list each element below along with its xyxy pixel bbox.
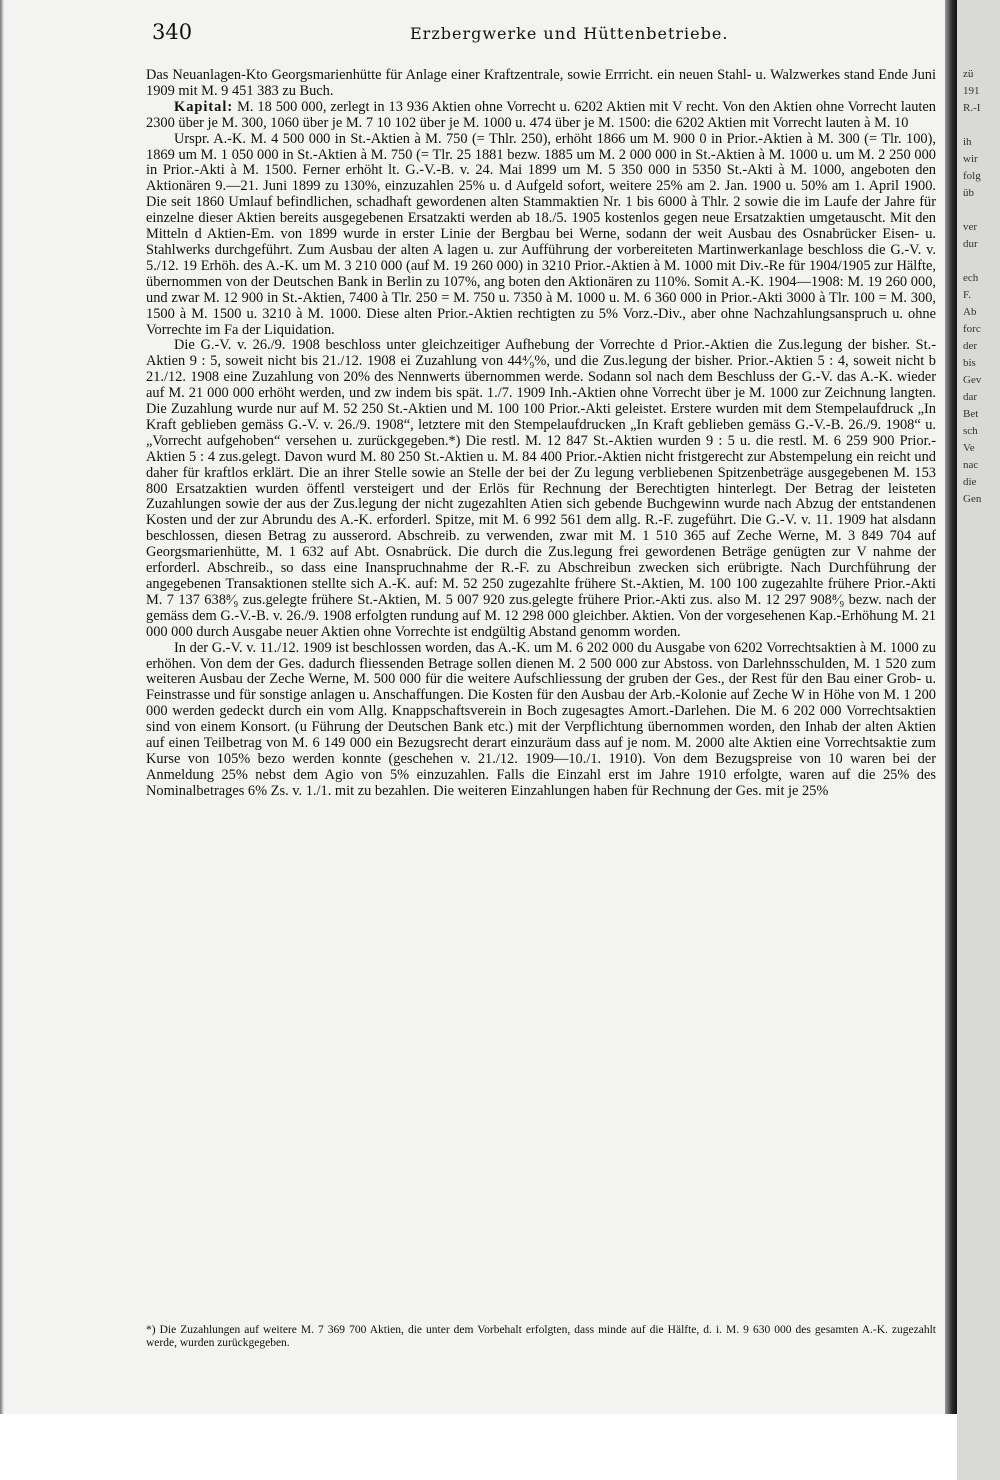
footnote: *) Die Zuzahlungen auf weitere M. 7 369 700 Aktien, die unter dem Vorbehalt erfolgten, dass minde auf die Hälfte, d. i. M. 9 630 000 des gesamten A.-K. zugezahlt werde, wurden zurückgegeben. (146, 1324, 936, 1349)
adjacent-page-fragment: ech (963, 272, 979, 284)
adjacent-page-fragment (957, 576, 1000, 593)
adjacent-page-fragment (957, 610, 1000, 627)
paragraph-kapital (146, 100, 936, 132)
adjacent-page-fragment: Gen (963, 493, 982, 505)
page-header (150, 20, 930, 50)
adjacent-page-fragment: wir (963, 153, 978, 165)
adjacent-page-fragment: zü (963, 68, 974, 80)
adjacent-page-fragment: Gev (963, 374, 982, 386)
adjacent-page-fragment: forc (963, 323, 981, 335)
adjacent-page-fragment: dar (963, 391, 978, 403)
paragraph-text: Urspr. A.-K. M. 4 500 000 in St.-Aktien à M. 750 (= Thlr. 250), erhöht 1866 um M. 900 0 in Prior.-Aktien à M. 300 (= Tlr. 100), 1869 um M. 1 050 000 in St.-Aktien à M. 750 (= Tlr. 25 1881 bezw. 1885 um M. 2 000 000 in St.-Aktien à M. 1000 u. um M. 2 250 000 in Prior.-Akti à M. 1500. Ferner erhöht lt. G.-V.-B. v. 24. Mai 1899 um M. 5 350 000 in 5350 St.-Akti à M. 1000, angeboten den Aktionären 9.—21. Juni 1899 zu 130%, einzuzahlen 25% u. d Aufgeld sofort, weitere 25% am 2. Jan. 1900 u. 50% am 1. April 1900. Die seit 1860 Umlauf befindlichen, schadhaft gewordenen alten Stammaktien Nr. 1 bis 6000 à Thlr. 2 sowie die im Laufe der Jahre für einzelne dieser Aktien bereits ausgegebenen Ersatzakti werden ab 18./5. 1905 kostenlos gegen neue Ersatzaktien umgetauscht. Mit den Mitteln d Aktien-Em. von 1899 wurde in erster Linie der Bergbau bei Werne, sodann der weit Ausbau des Osnabrücker Eisen- u. Stahlwerks durchgeführt. Zum Ausbau der alten A lagen u. zur Aufführung der vorbereiteten Martinwerkanlage beschloss die G.-V. v. 5./12. 19 Erhöh. des A.-K. um M. 3 210 000 (auf M. 19 260 000) in 3210 Prior.-Aktien à M. 1000 mit Div.-Re für 1904/1905 zur Hälfte, übernommen von der Deutschen Bank in Berlin zu 107%, ang boten den Aktionären zu 110%. Somit A.-K. 1904—1908: M. 19 260 000, und zwar M. 12 900 in St.-Aktien, 7400 à Tlr. 250 = M. 750 u. 7350 à M. 1000 u. M. 6 360 000 in Prior.-Akti 3000 à Tlr. 100 = M. 300, 1500 à M. 1500 u. 3210 à M. 1000. Diese alten Prior.-Aktien rechtigten zu 5% Vorz.-Div., aber ohne Nachzahlungsanspruch u. ohne Vorrechte im Fa der Liquidation. (146, 130, 936, 338)
adjacent-page-fragment: üb (963, 187, 974, 199)
adjacent-page-fragment (957, 508, 1000, 525)
adjacent-page-fragment: dur (963, 238, 978, 250)
adjacent-page-fragment: der (963, 340, 978, 352)
adjacent-page-fragment: sch (963, 425, 978, 437)
adjacent-page-fragment: Ve (963, 442, 975, 454)
adjacent-page-fragment: die (963, 476, 977, 488)
adjacent-page-fragment (957, 593, 1000, 610)
adjacent-page-fragment: ih (963, 136, 972, 148)
adjacent-page-fragment: nac (963, 459, 979, 471)
paragraph-capital-history (146, 132, 936, 339)
adjacent-page-fragment (957, 253, 1000, 270)
adjacent-page-fragment (957, 525, 1000, 542)
adjacent-page-fragment (957, 117, 1000, 134)
adjacent-page-fragment: ver (963, 221, 978, 233)
adjacent-page-fragment (957, 202, 1000, 219)
paragraph-text: In der G.-V. v. 11./12. 1909 ist beschlossen worden, das A.-K. um M. 6 202 000 du Ausgabe von 6202 Vorrechtsaktien à M. 1000 zu erhöhen. Von dem der Ges. dadurch fliessenden Betrage sollen dienen M. 2 500 000 zur Abstoss. von Darlehnsschulden, M. 1 520 zum weiteren Ausbau der Zeche Werne, M. 500 000 für die weitere Aufschliessung der gruben der Ges., der Rest für den Bau einer Grob- u. Feinstrasse und für sonstige anlagen u. Anschaffungen. Die Kosten für den Ausbau der Arb.-Kolonie auf Zeche W in Höhe von M. 1 200 000 werden gedeckt durch ein vom Allg. Knappschaftsverein in Boch zugesagtes Amort.-Darlehen. Die M. 6 202 000 Vorrechtsaktien sind von einem Konsort. (u Führung der Deutschen Bank etc.) mit der Verpflichtung übernommen worden, den Inhab der alten Aktien auf einen Teilbetrag von M. 6 149 000 ein Bezugsrecht derart einzuräum dass auf je nom. M. 2000 alte Aktien eine Vorrechtsaktie zum Kurse von 105% bezo werden konnte (geschehen v. 21./12. 1909—10./1. 1910). Von dem Bezugspreise von 10 waren bei der Anmeldung 25% nebst dem Agio von 5% einzuzahlen. Falls die Einzahl erst im Jahre 1910 erfolgte, waren auf die 25% des Nominalbetrages 6% Zs. v. 1./1. mit zu bezahlen. Die weiteren Einzahlungen haben für Rechnung der Ges. mit je 25% (146, 639, 936, 799)
adjacent-page-fragment: bis (963, 357, 976, 369)
paragraph-text: M. 18 500 000, zerlegt in 13 936 Aktien ohne Vorrecht u. 6202 Aktien mit V recht. Von den Aktien ohne Vorrecht lauten 2300 über je M. 300, 1060 über je M. 7 10 102 über je M. 1000 u. 474 über je M. 1500: die 6202 Aktien mit Vorrecht lauten à M. 10 (146, 98, 936, 131)
paragraph-text: Die G.-V. v. 26./9. 1908 beschloss unter gleichzeitiger Aufhebung der Vorrechte d Prior.-Aktien die Zus.legung der bisher. St.-Aktien 9 : 5, soweit nicht bis 21./12. 1908 ei Zuzahlung von 44⁴⁄₉%, und die Zus.legung der bisher. Prior.-Aktien 5 : 4, soweit nicht b 21./12. 1908 eine Zuzahlung von 20% des Nennwerts übernommen werde. Sodann sol nach dem Beschluss der G.-V. das A.-K. wieder auf M. 21 000 000 erhöht werden, und zw indem bis spät. 1./7. 1909 Inh.-Aktien ohne Vorrecht über je M. 1000 zur Zeichnung langten. Die Zuzahlung wurde nur auf M. 52 250 St.-Aktien und M. 100 100 Prior.-Akti geleistet. Erstere wurden mit dem Stempelaufdruck „In Kraft geblieben gemäss G.-V. v. 26./9. 1908“, letztere mit den Stempelaufdrucken „In Kraft geblieben gemäss G.-V.-B. 26./9. 1908“ u. „Vorrecht aufgehoben“ versehen u. zurückgegeben.*) Die restl. M. 12 847 St.-Aktien wurden 9 : 5 u. die restl. M. 6 259 900 Prior.-Aktien 5 : 4 zus.gelegt. Davon wurd M. 80 250 St.-Aktien u. M. 84 400 Prior.-Aktien nicht fristgerecht zur Abstempelung ein reicht und daher für kraftlos erklärt. Die an ihrer Stelle sowie an Stelle der bei der Zu legung verbliebenen Spitzenbeträge ausgegebenen M. 153 800 Ersatzaktien wurden öffentl versteigert und der Erlös für Rechnung der Berechtigten hinterlegt. Der Betrag der leisteten Zuzahlungen sowie der aus der Zus.legung der nicht zugezahlten Atien sich gebende Buchgewinn wurde nach Abzug der entstandenen Kosten und der zur Abrundu des A.-K. erforderl. Spitze, mit M. 6 992 561 dem allg. R.-F. zugeführt. Die G.-V. v. 11. 1909 hat alsdann beschlossen, diesen Betrag zu ausserord. Abschreib. zu verwenden, zwar mit M. 1 510 365 auf Zeche Werne, M. 3 849 704 auf Georgsmarienhütte, M. 1 632 auf Abt. Osnabrück. Die durch die Zus.legung frei gewordenen Beträge genügten zur V nahme der erforderl. Abschreib., so dass eine Inanspruchnahme der R.-F. zu Abschreibun zwecken sich erübrigte. Nach Durchführung der angegebenen Transaktionen stellte sich A.-K. auf: M. 52 250 zugezahlte frühere St.-Aktien, M. 100 100 zugezahlte frühere Prior.-Akti M. 7 137 638⁸⁄₉ zus.gelegte frühere St.-Aktien, M. 5 007 920 zus.gelegte frühere Prior.-Akti zus. also M. 12 297 908⁸⁄₉ bezw. nach der gemäss dem G.-V.-B. v. 26./9. 1908 erfolgten rundung auf M. 12 298 000 gleichber. Aktien. Von der vorgesehenen Kap.-Erhöhung M. 21 000 000 durch Ausgabe neuer Aktien ohne Vorrechte ist endgültig Abstand genomm worden. (146, 337, 936, 640)
section-label-kapital: Kapital: (174, 98, 234, 115)
running-title: Erzbergwerke und Hüttenbetriebe. (410, 24, 729, 43)
paragraph-gv-1909 (146, 641, 936, 800)
adjacent-page-fragment: folg (963, 170, 981, 182)
adjacent-page-fragment (957, 559, 1000, 576)
body-text (146, 68, 936, 1296)
paragraph-neuanlagen (146, 68, 936, 100)
adjacent-page-fragment: 191 (963, 85, 980, 97)
paragraph-text: Das Neuanlagen-Kto Georgsmarienhütte für Anlage einer Kraftzentrale, sowie Errricht. ein neuen Stahl- u. Walzwerkes stand Ende Juni 1909 mit M. 9 451 383 zu Buch. (146, 68, 936, 99)
adjacent-page-edge (957, 0, 1000, 1480)
adjacent-page-fragment: F. (963, 289, 971, 301)
page-number: 340 (152, 20, 193, 44)
paragraph-gv-1908 (146, 338, 936, 640)
book-gutter-shadow (945, 0, 957, 1414)
page-left-edge-shadow (0, 0, 4, 1414)
adjacent-page-fragment (957, 542, 1000, 559)
adjacent-page-fragment: Bet (963, 408, 979, 420)
adjacent-page-fragment: R.-I (963, 102, 981, 114)
adjacent-page-fragment: Ab (963, 306, 977, 318)
adjacent-page-fragment (957, 627, 1000, 644)
